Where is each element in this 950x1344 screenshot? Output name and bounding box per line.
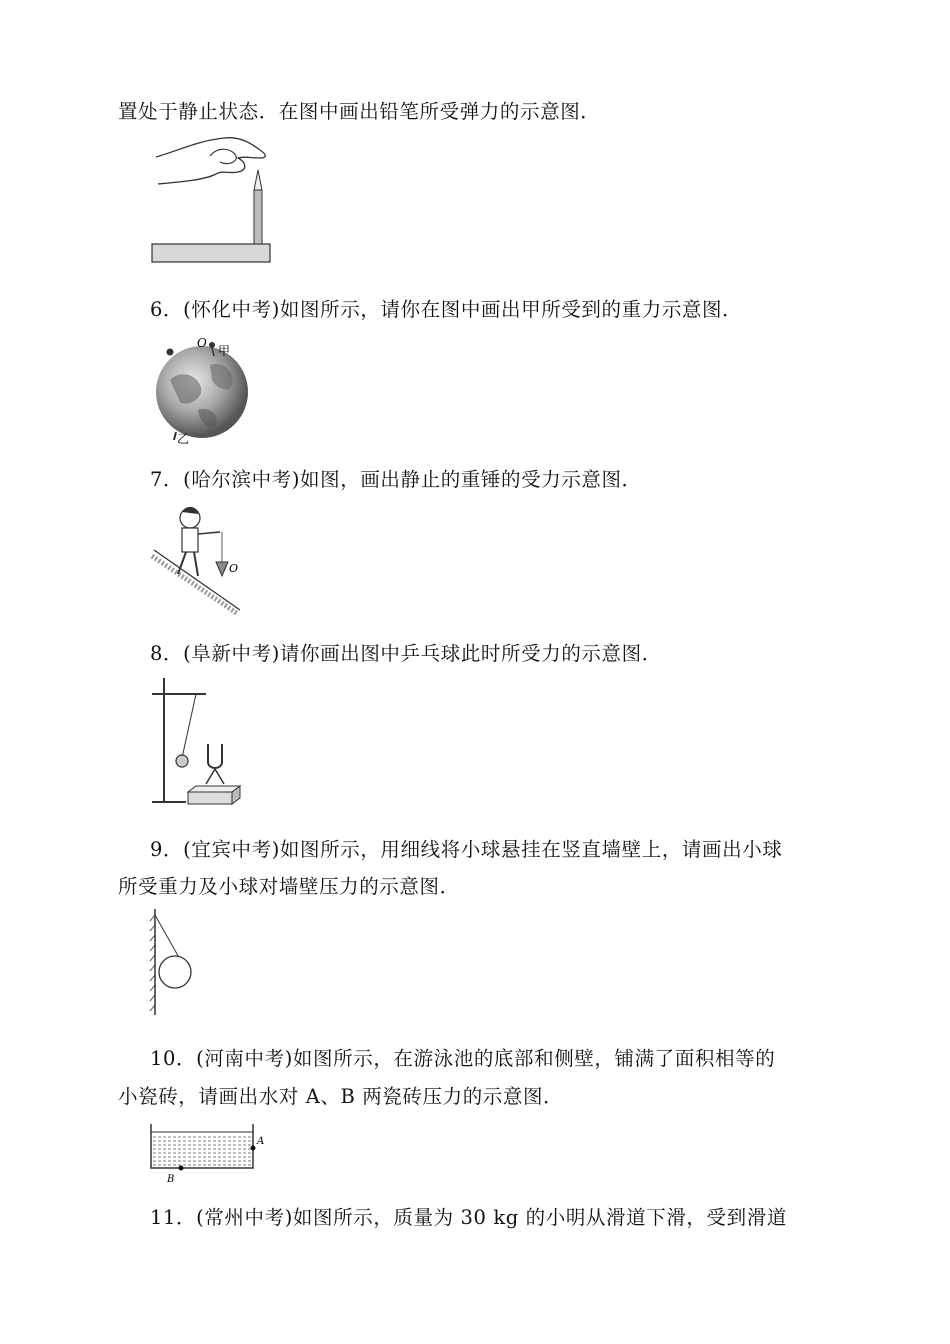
label-o: O xyxy=(197,336,207,350)
slope-line xyxy=(154,550,240,610)
pencil-body xyxy=(254,190,262,244)
plumb-bob xyxy=(216,562,228,576)
table-block xyxy=(152,244,270,262)
hand-outline xyxy=(156,138,265,184)
question-11-text: 11．(常州中考)如图所示，质量为 30 kg 的小明从滑道下滑，受到滑道 xyxy=(150,1206,787,1229)
earth-globe xyxy=(156,346,248,438)
pool-figure xyxy=(145,1120,275,1190)
pingpong-ball xyxy=(176,755,188,767)
boy-body xyxy=(182,528,198,552)
pencil-tip xyxy=(254,170,262,190)
pingpong-figure xyxy=(150,674,250,809)
question-9-text-line-2: 所受重力及小球对墙壁压力的示意图． xyxy=(118,875,460,898)
boy-plumb-figure xyxy=(150,500,250,615)
label-b: B xyxy=(167,1174,175,1185)
person-figure xyxy=(167,349,174,356)
resonance-box xyxy=(188,792,232,804)
hand-pencil-figure xyxy=(150,132,275,267)
label-jia: 甲 xyxy=(218,344,231,358)
thread xyxy=(182,694,196,758)
question-7-text: 7．(哈尔滨中考)如图，画出静止的重锤的受力示意图． xyxy=(150,468,642,491)
question-10-text-line-2: 小瓷砖，请画出水对 A、B 两瓷砖压力的示意图． xyxy=(118,1085,564,1108)
intro-text: 置处于静止状态．在图中画出铅笔所受弹力的示意图． xyxy=(118,100,601,123)
ball xyxy=(159,956,191,988)
label-o: O xyxy=(229,562,239,575)
question-10-text-line-1: 10．(河南中考)如图所示，在游泳池的底部和侧壁，铺满了面积相等的 xyxy=(150,1047,776,1070)
point-a xyxy=(251,1146,256,1151)
tuning-fork xyxy=(208,744,222,768)
question-9-text-line-1: 9．(宜宾中考)如图所示，用细线将小球悬挂在竖直墙壁上，请画出小球 xyxy=(150,838,783,861)
question-6-text: 6．(怀化中考)如图所示，请你在图中画出甲所受到的重力示意图． xyxy=(150,298,743,321)
wall-ball-figure xyxy=(145,905,215,1020)
jia-figure xyxy=(209,342,215,348)
point-b xyxy=(179,1166,184,1171)
thread xyxy=(155,915,181,961)
question-8-text: 8．(阜新中考)请你画出图中乒乓球此时所受力的示意图． xyxy=(150,642,662,665)
earth-figure xyxy=(150,330,250,450)
pool-walls xyxy=(151,1124,253,1168)
label-yi: 乙 xyxy=(177,432,190,446)
label-a: A xyxy=(257,1136,265,1147)
